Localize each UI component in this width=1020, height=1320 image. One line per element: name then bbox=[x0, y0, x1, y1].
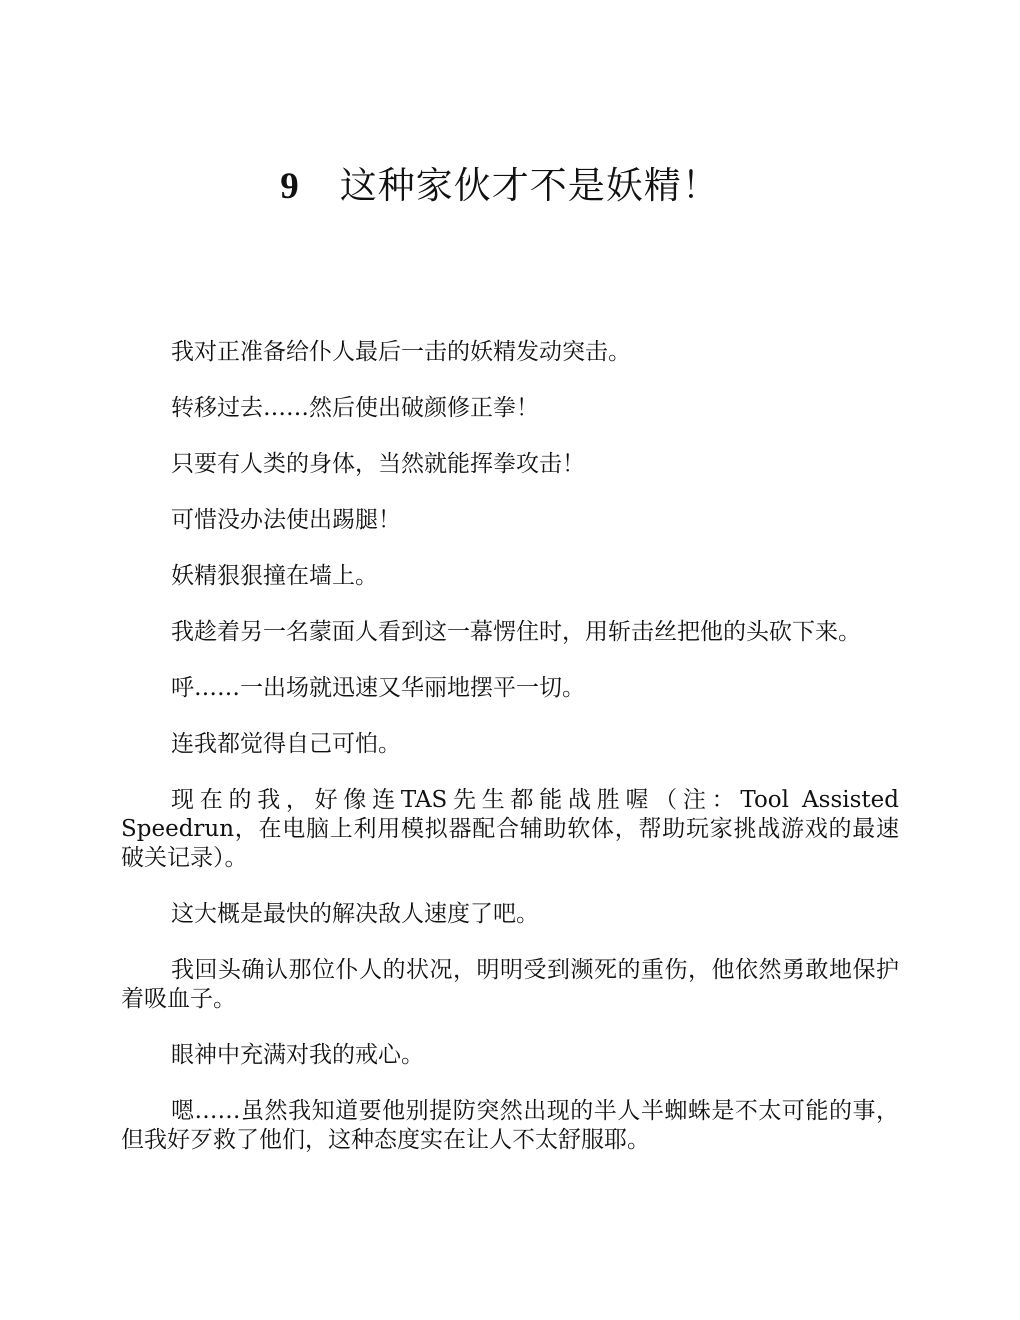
paragraph: 眼神中充满对我的戒心。 bbox=[171, 1042, 424, 1068]
paragraph: 嗯……虽然我知道要他别提防突然出现的半人半蜘蛛是不太可能的事，但我好歹救了他们，这种态度实在让人不太舒服耶。 bbox=[121, 1098, 899, 1153]
paragraph: 连我都觉得自己可怕。 bbox=[171, 731, 401, 757]
paragraph: 呼……一出场就迅速又华丽地摆平一切。 bbox=[171, 675, 585, 701]
chapter-title bbox=[0, 160, 1000, 213]
paragraph: 转移过去……然后使出破颜修正拳！ bbox=[171, 395, 539, 421]
paragraph: 我回头确认那位仆人的状况，明明受到濒死的重伤，他依然勇敢地保护着吸血子。 bbox=[121, 957, 899, 1012]
paragraph: 可惜没办法使出踢腿！ bbox=[171, 507, 401, 533]
paragraph: 只要有人类的身体，当然就能挥拳攻击！ bbox=[171, 451, 585, 477]
paragraph: 我趁着另一名蒙面人看到这一幕愣住时，用斩击丝把他的头砍下来。 bbox=[171, 619, 861, 645]
paragraph: 这大概是最快的解决敌人速度了吧。 bbox=[171, 901, 539, 927]
paragraph: 妖精狠狠撞在墙上。 bbox=[171, 563, 378, 589]
paragraph: 现在的我，好像连TAS先生都能战胜喔（注：Tool Assisted Speedrun，在电脑上利用模拟器配合辅助软体，帮助玩家挑战游戏的最速破关记录）。 bbox=[121, 787, 899, 871]
chapter-title-text: 这种家伙才不是妖精！ bbox=[339, 164, 720, 207]
paragraph: 我对正准备给仆人最后一击的妖精发动突击。 bbox=[171, 339, 631, 365]
chapter-number: 9 bbox=[280, 166, 300, 207]
body-text bbox=[121, 338, 899, 1182]
